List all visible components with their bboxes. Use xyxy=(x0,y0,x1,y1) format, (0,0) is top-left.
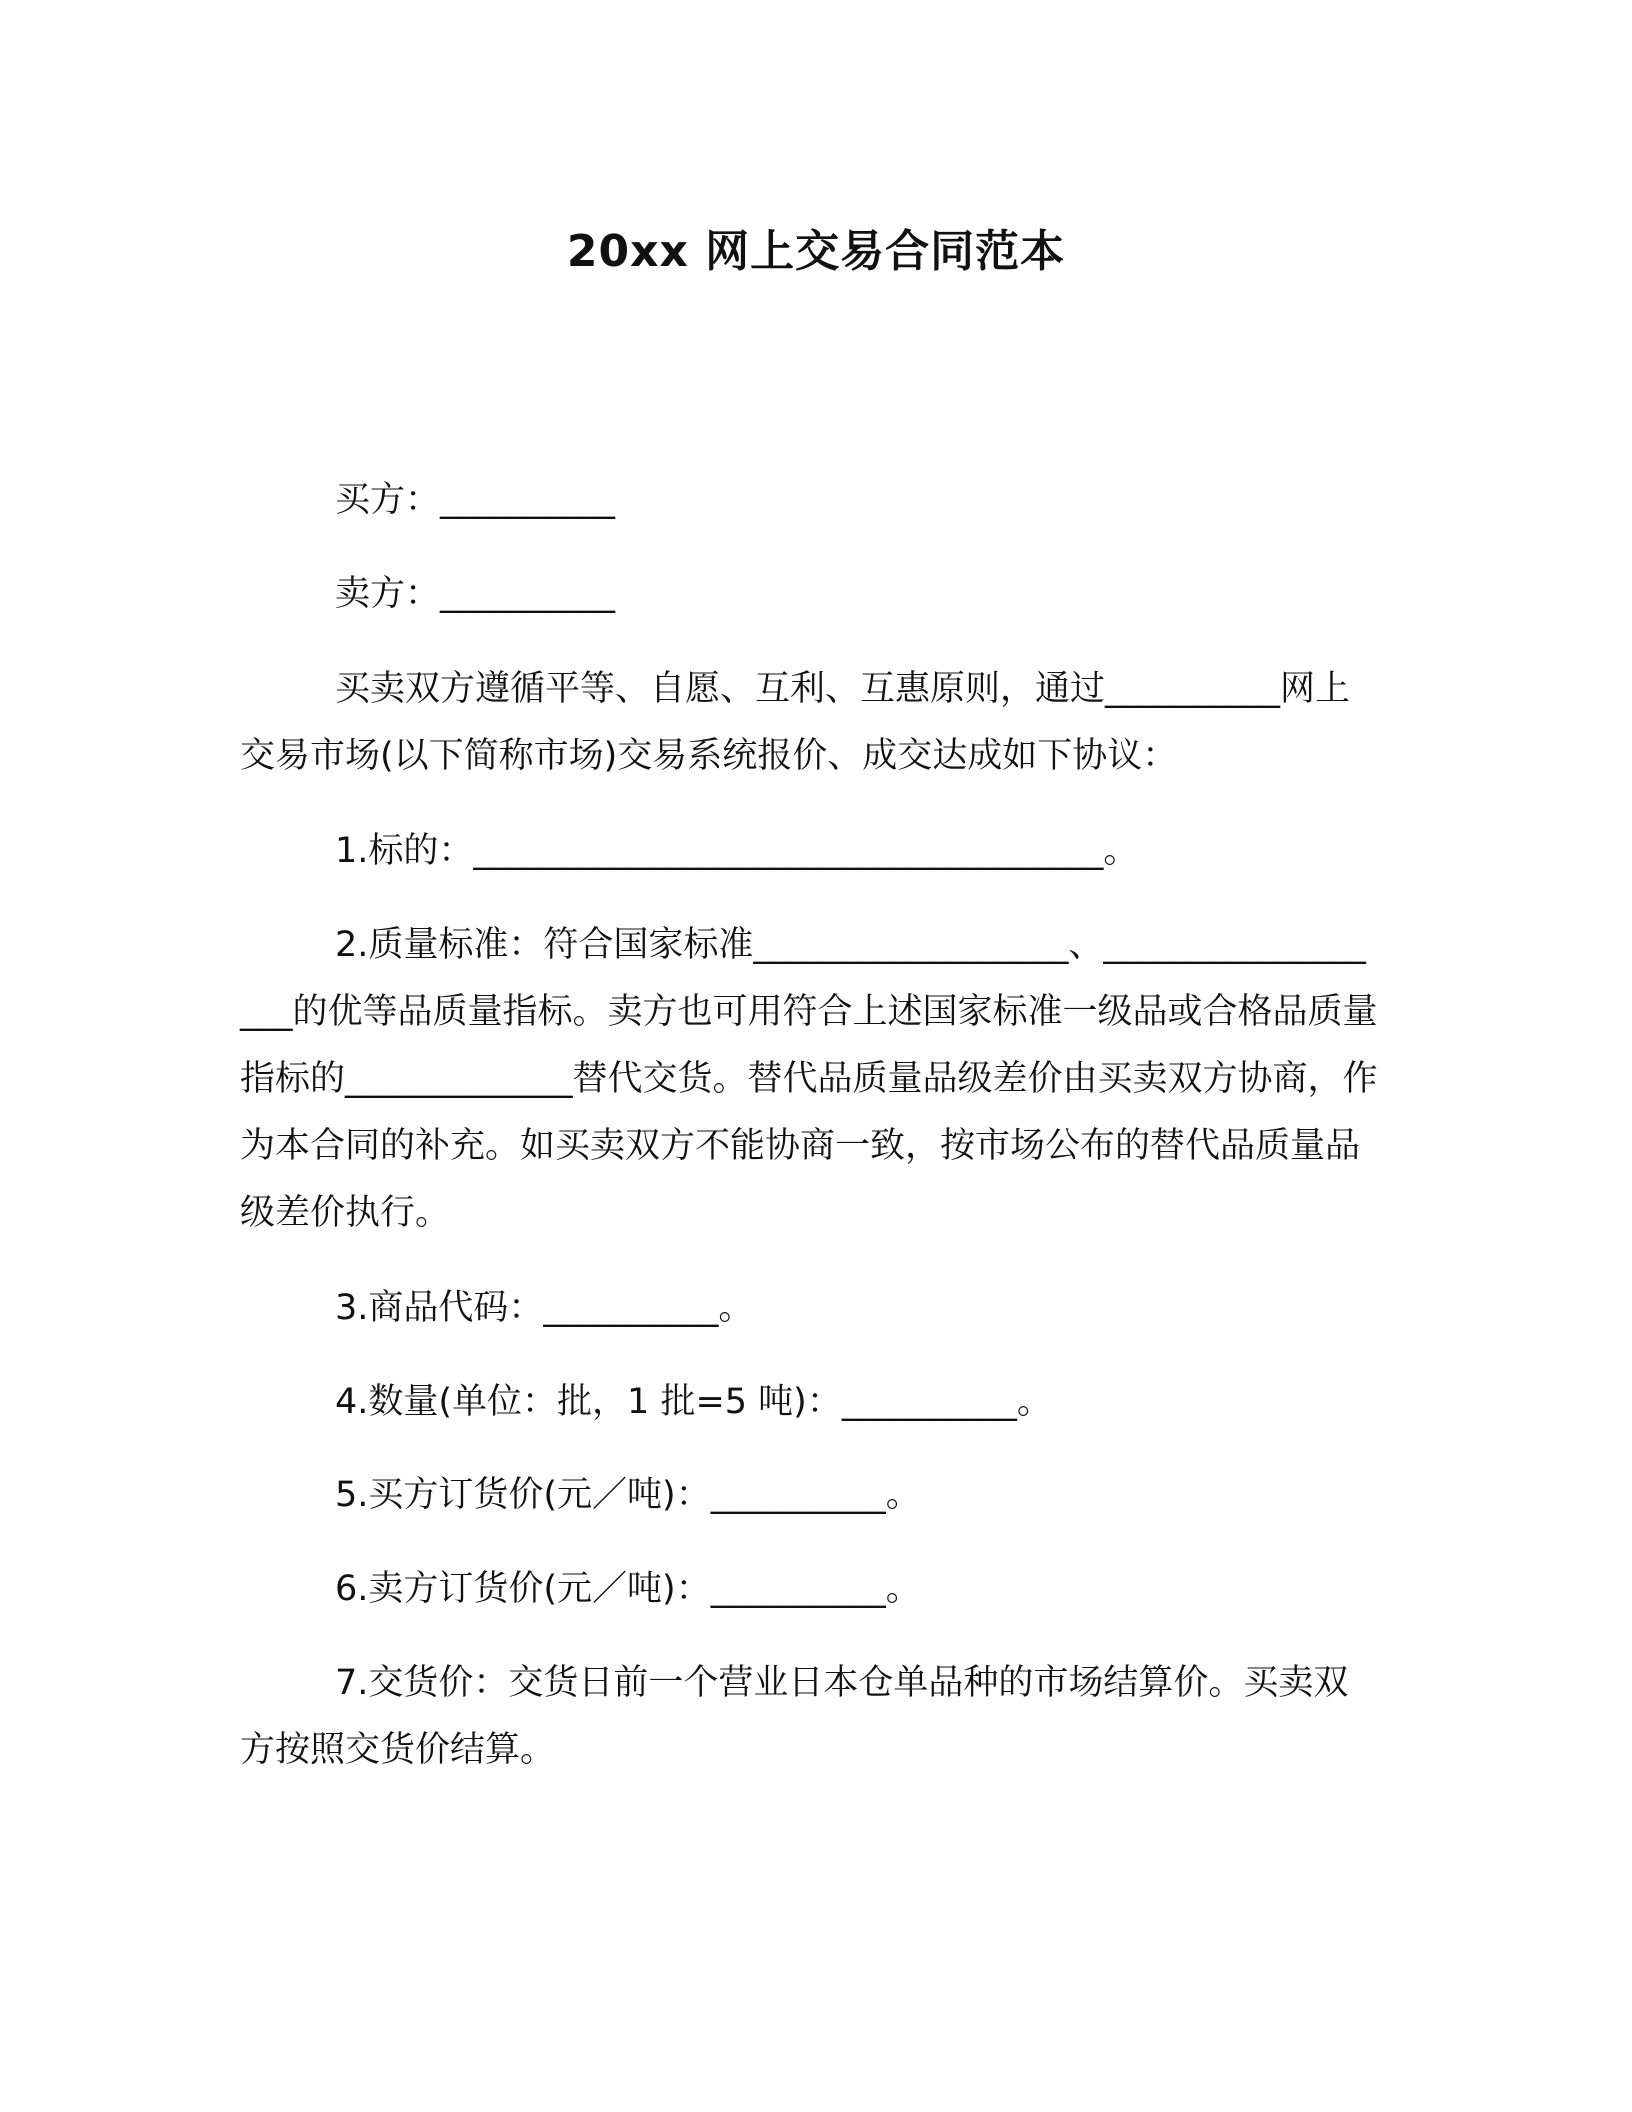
clause-quality-standard: 2.质量标准：符合国家标准__________________、__________________的优等品质量指标。卖方也可用符合上述国家标准一级品或合格品质量指标的_____________替代交货。替代品质量品级差价由买卖双方协商，作为本合同的补充。如买卖双方不能协商一致，按市场公布的替代品质量品级差价执行。 xyxy=(240,925,1378,1233)
clause-subject: 1.标的：____________________________________。 xyxy=(335,831,1139,871)
clause-product-code: 3.商品代码：__________。 xyxy=(335,1288,754,1328)
intro-paragraph: 买卖双方遵循平等、自愿、互利、互惠原则，通过__________网上交易市场(以下简称市场)交易系统报价、成交达成如下协议： xyxy=(240,669,1351,776)
clause-quantity: 4.数量(单位：批，1 批=5 吨)：__________。 xyxy=(335,1382,1052,1422)
clause-seller-price: 6.卖方订货价(元／吨)：__________。 xyxy=(335,1569,921,1609)
buyer-line: 买方：__________ xyxy=(335,480,616,520)
seller-line: 卖方：__________ xyxy=(335,574,616,614)
clause-delivery-price: 7.交货价：交货日前一个营业日本仓单品种的市场结算价。买卖双方按照交货价结算。 xyxy=(240,1663,1349,1770)
clause-buyer-price: 5.买方订货价(元／吨)：__________。 xyxy=(335,1475,921,1515)
document-title: 20xx 网上交易合同范本 xyxy=(566,226,1066,277)
